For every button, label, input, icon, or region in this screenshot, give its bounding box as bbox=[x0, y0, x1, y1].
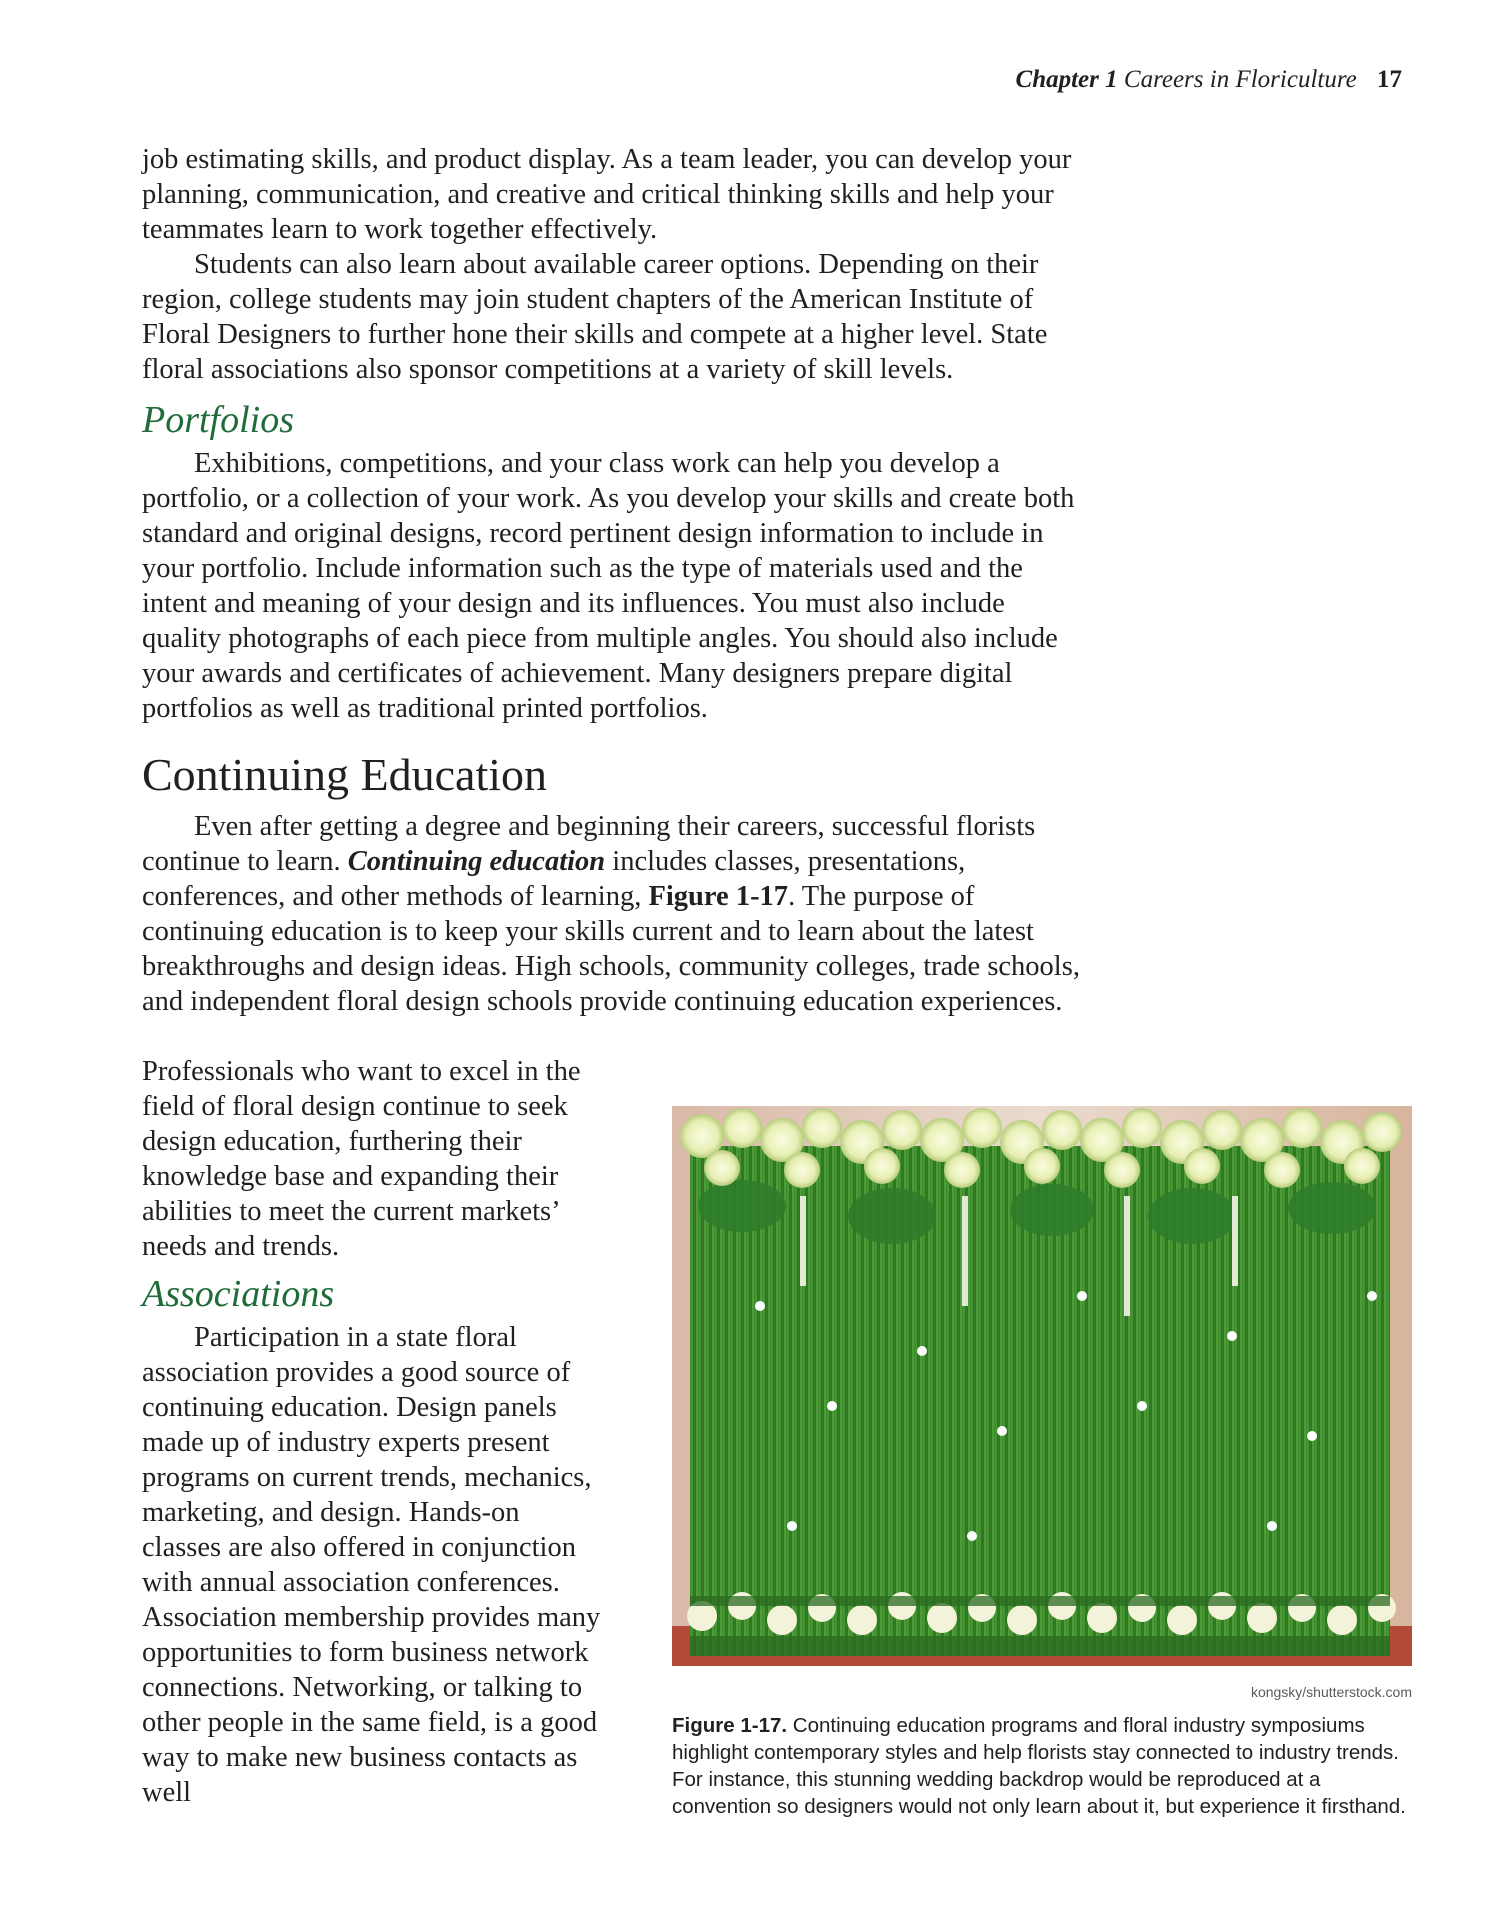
caption-text: Continuing education programs and floral industry symposiums highlight contemporary styles and help florists stay connected to industry trends. For instance, this stunning wedding backdrop would be reproduced at a convention so designers would not only learn about it, but experience it firsthand. bbox=[672, 1714, 1406, 1818]
section-heading-continuing-education: Continuing Education bbox=[142, 749, 548, 800]
paragraph: Students can also learn about available career options. Depending on their region, college students may join student chapters of the American Institute of Floral Designers to further hone their skills and compete at a higher level. State floral associations also sponsor competitions at a variety of skill levels. bbox=[142, 249, 1048, 385]
photo-credit: kongsky/shutterstock.com bbox=[1250, 1684, 1412, 1700]
opening-section bbox=[142, 142, 1082, 387]
portfolios-section bbox=[142, 446, 1082, 726]
text-run: Even after getting a degree and beginning their careers, successful florists continue to learn. bbox=[142, 811, 1036, 877]
section-heading-portfolios: Portfolios bbox=[142, 399, 295, 441]
key-term: Continuing education bbox=[347, 846, 606, 877]
paragraph: job estimating skills, and product display. As a team leader, you can develop your planning, communication, and creative and critical thinking skills and help your teammates learn to work together effectively. bbox=[142, 144, 1072, 245]
continuing-education-narrow bbox=[142, 1054, 602, 1264]
page-number: 17 bbox=[1377, 66, 1402, 93]
chapter-title: Careers in Floriculture bbox=[1123, 66, 1357, 93]
text-run: includes classes, presentations, conferences, and other methods of learning, bbox=[142, 846, 966, 912]
figure-reference: Figure 1-17 bbox=[648, 881, 789, 912]
figure-label: Figure 1-17. bbox=[672, 1714, 788, 1737]
continuing-education-section bbox=[142, 809, 1082, 1019]
paragraph bbox=[142, 809, 1082, 1019]
text-run: . The purpose of continuing education is to keep your skills current and to learn about the latest breakthroughs and design ideas. High schools, community colleges, trade schools, and independent floral design schools provide continuing education experiences. bbox=[142, 881, 1080, 1017]
paragraph: Exhibitions, competitions, and your class work can help you develop a portfolio, or a collection of your work. As you develop your skills and create both standard and original designs, record pertinent design information to include in your portfolio. Include information such as the type of materials used and the intent and meaning of your design and its influences. You must also include quality photographs of each piece from multiple angles. You should also include your awards and certificates of achievement. Many designers prepare digital portfolios as well as traditional printed portfolios. bbox=[142, 448, 1075, 724]
chapter-label: Chapter 1 bbox=[1015, 66, 1118, 93]
paragraph: Professionals who want to excel in the field of floral design continue to seek design education, furthering their knowledge base and expanding their abilities to meet the current markets’ needs and trends. bbox=[142, 1056, 581, 1262]
paragraph: Participation in a state floral association provides a good source of continuing education. Design panels made up of industry experts present programs on current trends, mechanics, marketing, and design. Hands-on classes are also offered in conjunction with annual association conferences. Association membership provides many opportunities to form business network connections. Networking, or talking to other people in the same field, is a good way to make new business contacts as well bbox=[142, 1322, 601, 1808]
section-heading-associations: Associations bbox=[142, 1273, 335, 1315]
figure-caption bbox=[672, 1712, 1424, 1820]
wedding-backdrop-illustration bbox=[672, 1106, 1412, 1666]
running-head bbox=[1016, 66, 1402, 94]
figure-photo bbox=[672, 1106, 1412, 1666]
associations-section bbox=[142, 1320, 602, 1810]
